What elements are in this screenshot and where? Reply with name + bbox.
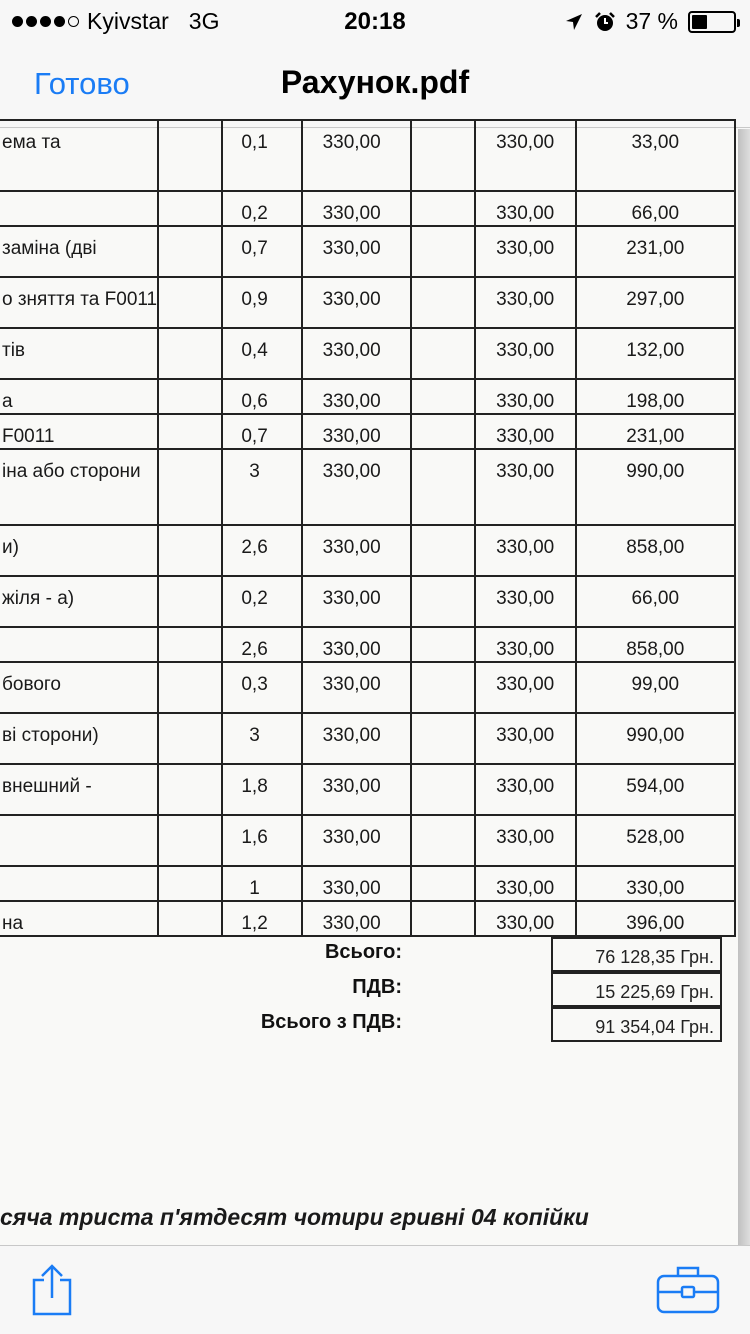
row-quantity: 0,3 (222, 662, 302, 713)
row-price-discounted: 330,00 (475, 226, 576, 277)
table-row (0, 901, 735, 936)
row-description (0, 191, 158, 226)
row-price: 330,00 (302, 379, 412, 414)
table-row (0, 866, 735, 901)
row-sum: 132,00 (576, 328, 735, 379)
total-label: Всього з ПДВ: (260, 1011, 402, 1033)
empty-cell (158, 226, 221, 277)
row-price: 330,00 (302, 120, 412, 191)
battery-icon (688, 11, 736, 33)
row-sum: 528,00 (576, 815, 735, 866)
row-sum: 99,00 (576, 662, 735, 713)
total-value: 15 225,69 Грн. (551, 972, 722, 1007)
document-title: Рахунок.pdf (280, 64, 470, 100)
empty-cell (158, 627, 221, 662)
amount-in-words-text: сяча триста п'ятдесят чотири гривні 04 копійки (0, 1204, 589, 1230)
row-sum: 198,00 (576, 379, 735, 414)
row-description: а (0, 379, 158, 414)
share-icon[interactable] (28, 1264, 76, 1316)
row-sum: 330,00 (576, 866, 735, 901)
clock: 20:18 (344, 8, 406, 35)
table-row (0, 815, 735, 866)
table-row (0, 191, 735, 226)
row-price-discounted: 330,00 (475, 576, 576, 627)
empty-cell (158, 191, 221, 226)
page-edge (738, 129, 750, 1245)
empty-cell (411, 662, 474, 713)
row-quantity: 1,8 (222, 764, 302, 815)
total-label: ПДВ: (352, 976, 402, 998)
empty-cell (411, 525, 474, 576)
row-description: F0011 (0, 414, 158, 449)
row-sum: 858,00 (576, 525, 735, 576)
empty-cell (158, 815, 221, 866)
row-price-discounted: 330,00 (475, 379, 576, 414)
row-description: бового (0, 662, 158, 713)
empty-cell (158, 414, 221, 449)
alarm-clock-icon (594, 11, 616, 33)
row-quantity: 1,2 (222, 901, 302, 936)
empty-cell (158, 379, 221, 414)
empty-cell (158, 449, 221, 525)
pdf-viewer[interactable] (0, 129, 750, 1245)
row-price-discounted: 330,00 (475, 764, 576, 815)
row-quantity: 1 (222, 866, 302, 901)
total-row (0, 1007, 738, 1042)
row-sum: 990,00 (576, 449, 735, 525)
empty-cell (411, 764, 474, 815)
row-description (0, 815, 158, 866)
pdf-page (0, 129, 738, 1245)
table-row (0, 525, 735, 576)
row-quantity: 3 (222, 713, 302, 764)
row-price: 330,00 (302, 525, 412, 576)
row-description: внешний - (0, 764, 158, 815)
row-quantity: 0,9 (222, 277, 302, 328)
row-price-discounted: 330,00 (475, 328, 576, 379)
row-price-discounted: 330,00 (475, 191, 576, 226)
empty-cell (411, 576, 474, 627)
row-sum: 990,00 (576, 713, 735, 764)
row-description: о зняття та F0011 (0, 277, 158, 328)
row-description (0, 627, 158, 662)
row-quantity: 0,6 (222, 379, 302, 414)
row-price-discounted: 330,00 (475, 525, 576, 576)
empty-cell (158, 764, 221, 815)
row-quantity: 0,4 (222, 328, 302, 379)
row-price: 330,00 (302, 191, 412, 226)
row-price: 330,00 (302, 328, 412, 379)
row-description: тів (0, 328, 158, 379)
row-sum: 396,00 (576, 901, 735, 936)
row-sum: 231,00 (576, 414, 735, 449)
row-sum: 33,00 (576, 120, 735, 191)
empty-cell (411, 226, 474, 277)
empty-cell (411, 815, 474, 866)
empty-cell (411, 191, 474, 226)
table-row (0, 627, 735, 662)
row-price: 330,00 (302, 866, 412, 901)
row-price-discounted: 330,00 (475, 120, 576, 191)
network-type: 3G (188, 8, 220, 34)
table-row (0, 713, 735, 764)
row-sum: 231,00 (576, 226, 735, 277)
row-sum: 594,00 (576, 764, 735, 815)
row-price: 330,00 (302, 449, 412, 525)
row-quantity: 0,7 (222, 414, 302, 449)
row-quantity: 0,2 (222, 191, 302, 226)
empty-cell (158, 525, 221, 576)
row-quantity: 0,1 (222, 120, 302, 191)
table-row (0, 226, 735, 277)
row-quantity: 3 (222, 449, 302, 525)
row-sum: 858,00 (576, 627, 735, 662)
battery-level (692, 15, 707, 29)
row-quantity: 0,2 (222, 576, 302, 627)
row-price: 330,00 (302, 901, 412, 936)
total-label: Всього: (324, 941, 402, 963)
status-bar (0, 0, 750, 40)
empty-cell (411, 414, 474, 449)
row-sum: 66,00 (576, 576, 735, 627)
row-description: ема та (0, 120, 158, 191)
row-price-discounted: 330,00 (475, 662, 576, 713)
row-description: и) (0, 525, 158, 576)
row-price: 330,00 (302, 226, 412, 277)
table-row (0, 576, 735, 627)
row-price: 330,00 (302, 414, 412, 449)
row-price: 330,00 (302, 764, 412, 815)
toolbox-icon[interactable] (656, 1264, 720, 1314)
empty-cell (411, 328, 474, 379)
total-value: 76 128,35 Грн. (551, 937, 722, 972)
done-button[interactable]: Готово (34, 66, 130, 101)
table-row (0, 449, 735, 525)
navigation-bar (0, 40, 750, 128)
row-price-discounted: 330,00 (475, 277, 576, 328)
table-row (0, 328, 735, 379)
table-row (0, 277, 735, 328)
row-quantity: 2,6 (222, 627, 302, 662)
empty-cell (411, 120, 474, 191)
row-price: 330,00 (302, 576, 412, 627)
row-price-discounted: 330,00 (475, 815, 576, 866)
row-price: 330,00 (302, 627, 412, 662)
empty-cell (158, 576, 221, 627)
empty-cell (158, 120, 221, 191)
empty-cell (158, 901, 221, 936)
empty-cell (158, 662, 221, 713)
row-price-discounted: 330,00 (475, 901, 576, 936)
total-row (0, 972, 738, 1007)
empty-cell (411, 901, 474, 936)
row-description: на (0, 901, 158, 936)
bottom-toolbar (0, 1245, 750, 1334)
row-sum: 297,00 (576, 277, 735, 328)
battery-percent: 37 % (625, 8, 678, 34)
row-price-discounted: 330,00 (475, 713, 576, 764)
empty-cell (411, 713, 474, 764)
table-row (0, 764, 735, 815)
row-price-discounted: 330,00 (475, 449, 576, 525)
empty-cell (158, 328, 221, 379)
row-description: іна або сторони (0, 449, 158, 525)
table-row (0, 379, 735, 414)
empty-cell (411, 277, 474, 328)
row-description: ві сторони) (0, 713, 158, 764)
row-description: заміна (дві (0, 226, 158, 277)
table-row (0, 414, 735, 449)
carrier-name: Kyivstar (87, 8, 169, 34)
location-arrow-icon (564, 12, 584, 32)
total-row (0, 937, 738, 972)
row-description (0, 866, 158, 901)
row-quantity: 2,6 (222, 525, 302, 576)
row-price: 330,00 (302, 662, 412, 713)
row-price-discounted: 330,00 (475, 414, 576, 449)
row-price: 330,00 (302, 713, 412, 764)
row-price-discounted: 330,00 (475, 866, 576, 901)
empty-cell (411, 449, 474, 525)
empty-cell (411, 866, 474, 901)
total-value: 91 354,04 Грн. (551, 1007, 722, 1042)
table-row (0, 120, 735, 191)
row-quantity: 1,6 (222, 815, 302, 866)
empty-cell (158, 713, 221, 764)
row-price-discounted: 330,00 (475, 627, 576, 662)
row-quantity: 0,7 (222, 226, 302, 277)
row-price: 330,00 (302, 277, 412, 328)
empty-cell (411, 627, 474, 662)
empty-cell (158, 277, 221, 328)
empty-cell (158, 866, 221, 901)
row-sum: 66,00 (576, 191, 735, 226)
invoice-table (0, 119, 736, 937)
table-row (0, 662, 735, 713)
empty-cell (411, 379, 474, 414)
status-right (564, 8, 736, 35)
row-description: жіля - а) (0, 576, 158, 627)
row-price: 330,00 (302, 815, 412, 866)
